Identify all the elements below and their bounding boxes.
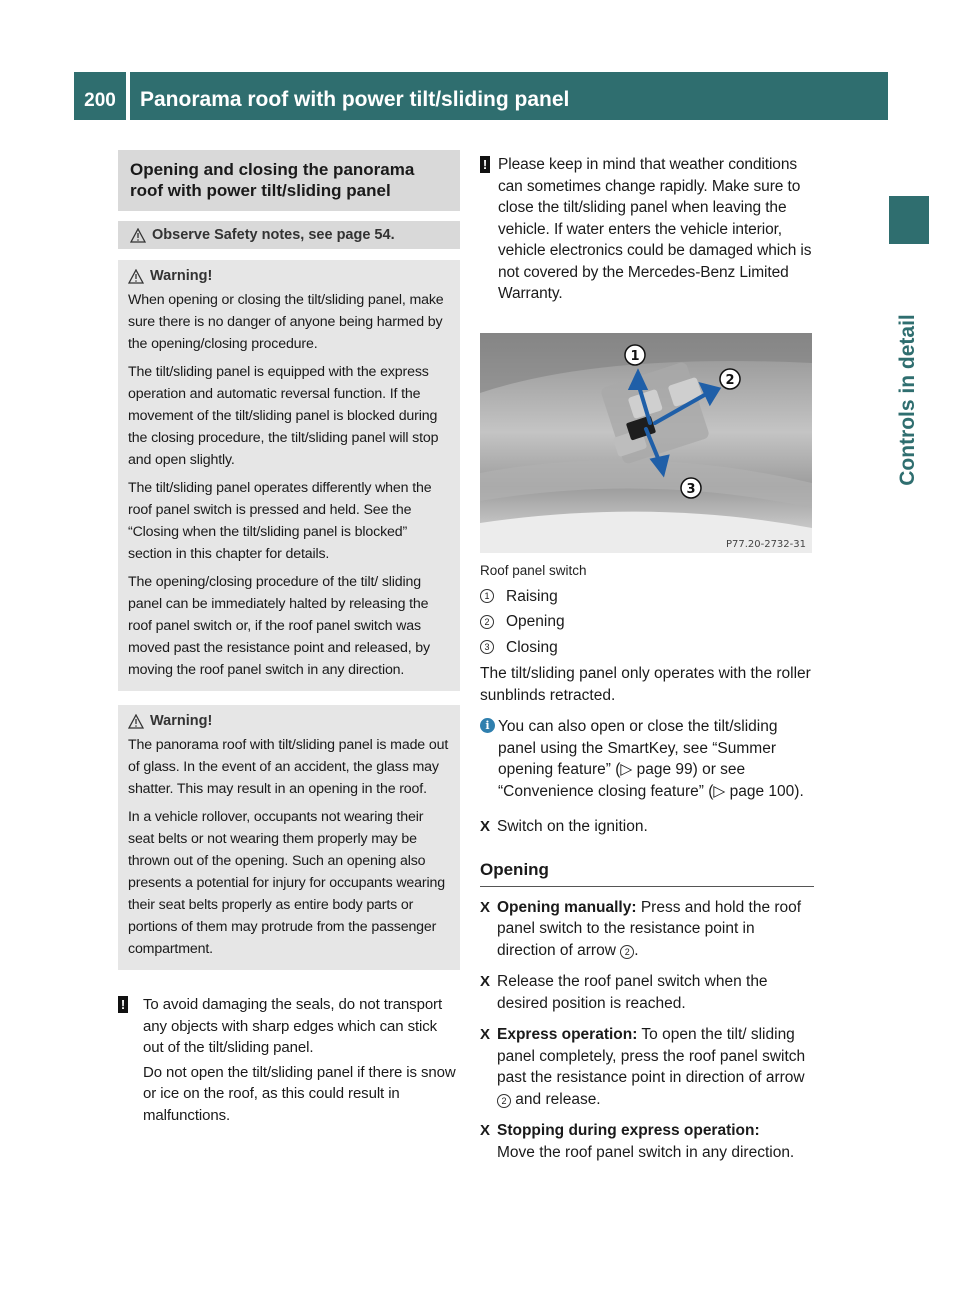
warning-box-1	[118, 260, 460, 691]
safety-note	[118, 221, 460, 249]
page-title: Panorama roof with power tilt/sliding panel	[130, 72, 888, 120]
exclamation-icon: !	[118, 996, 128, 1013]
step-arrow-icon: X	[480, 1122, 491, 1139]
warning-triangle-icon	[128, 714, 150, 729]
info-note: i You can also open or close the tilt/sliding panel using the SmartKey, see “Summer opening feature” (▷ page 99) or see “Convenience closing feature” (▷ page 100).	[480, 716, 814, 802]
safety-note-text: Observe Safety notes, see page 54.	[152, 227, 395, 243]
left-column	[118, 150, 460, 1129]
svg-text:3: 3	[686, 481, 696, 497]
legend	[480, 584, 814, 661]
caution-note	[118, 994, 460, 1126]
page-number: 200	[74, 72, 126, 120]
callout-number: 2	[620, 945, 634, 959]
step-release: X Release the roof panel switch when the desired position is reached.	[480, 973, 768, 1012]
chapter-label-wrap	[882, 250, 934, 550]
warning2-p2: In a vehicle rollover, occupants not wearing their seat belts or not wearing them properly may be thrown out of the opening. Such an opening also presents a potential for injury for occupants wearing their seat belts properly as entire body parts or portions of them may protrude from the passenger compartment.	[128, 809, 445, 957]
image-code: P77.20-2732-31	[725, 538, 806, 550]
sunblind-note: The tilt/sliding panel only operates with the roller sunblinds retracted.	[480, 665, 811, 704]
info-icon: i	[480, 718, 495, 733]
svg-text:1: 1	[630, 348, 640, 364]
note-p1: To avoid damaging the seals, do not transport any objects with sharp edges which can stick out of the tilt/sliding panel.	[143, 996, 443, 1056]
warning1-p2: The tilt/sliding panel is equipped with the express operation and automatic reversal function. If the movement of the tilt/sliding panel is blocked during the closing procedure, the tilt/sliding panel will stop and open slightly.	[128, 364, 439, 468]
weather-note: ! Please keep in mind that weather conditions can sometimes change rapidly. Make sure to close the tilt/sliding panel when leaving the vehicle. If water enters the vehicle interior, vehicle electronics could be damaged which is not covered by the Mercedes-Benz Limited Warranty.	[480, 154, 814, 305]
step-express-operation: X Express operation: To open the tilt/ sliding panel completely, press the roof panel switch past the resistance point in direction of arrow 2 and release.	[480, 1026, 806, 1108]
warning1-p3: The tilt/sliding panel operates differently when the roof panel switch is pressed and held. See the “Closing when the tilt/sliding panel is blocked” section in this chapter for details.	[128, 480, 432, 562]
callout-number: 2	[497, 1094, 511, 1108]
legend-item: 1 Raising	[480, 584, 814, 610]
photo-caption: Roof panel switch	[480, 562, 587, 578]
warning-title-1: Warning!	[128, 268, 450, 284]
step-arrow-icon: X	[480, 973, 491, 990]
warning-title-2: Warning!	[128, 713, 450, 729]
legend-item: 2 Opening	[480, 609, 814, 635]
page-ref-link[interactable]: page 99	[636, 761, 693, 778]
page-ref-link[interactable]: page 100	[729, 782, 795, 800]
right-column	[480, 154, 814, 1163]
svg-text:2: 2	[725, 372, 735, 388]
legend-item: 3 Closing	[480, 635, 814, 661]
callout-number: 3	[480, 640, 494, 654]
exclamation-icon: !	[480, 156, 490, 173]
step-opening-manually: X Opening manually: Press and hold the roof panel switch to the resistance point in direction of arrow 2 .	[480, 898, 802, 959]
step-ignition: X Switch on the ignition.	[480, 816, 814, 838]
chapter-indicator	[889, 196, 929, 244]
step-arrow-icon: X	[480, 818, 491, 835]
warning1-p1: When opening or closing the tilt/sliding panel, make sure there is no danger of anyone being harmed by the opening/closing procedure.	[128, 292, 444, 352]
step-stopping: X Stopping during express operation: Move the roof panel switch in any direction.	[480, 1122, 795, 1161]
opening-heading: Opening	[480, 860, 814, 887]
callout-number: 2	[480, 615, 494, 629]
roof-switch-illustration	[480, 333, 812, 553]
warning-triangle-icon	[128, 269, 150, 284]
warning-triangle-icon	[130, 228, 152, 243]
page-ref-arrow-icon: ▷	[620, 761, 637, 778]
warning-box-2	[118, 705, 460, 970]
warning2-p1: The panorama roof with tilt/sliding panel is made out of glass. In the event of an accident, the glass may shatter. This may result in an opening in the roof.	[128, 737, 449, 797]
page-ref-arrow-icon: ▷	[713, 782, 730, 800]
section-title: Opening and closing the panorama roof with power tilt/sliding panel	[118, 150, 460, 211]
step-arrow-icon: X	[480, 1026, 491, 1043]
note-p2: Do not open the tilt/sliding panel if there is snow or ice on the roof, as this could result in malfunctions.	[143, 1063, 456, 1124]
roof-switch-photo	[480, 333, 812, 553]
step-arrow-icon: X	[480, 898, 491, 916]
chapter-label: Controls in detail	[896, 314, 919, 486]
callout-number: 1	[480, 589, 494, 603]
warning1-p4: The opening/closing procedure of the tilt/ sliding panel can be immediately halted by releasing the roof panel switch or, if the roof panel switch was moved past the resistance point and released, by moving the roof panel switch in any direction.	[128, 574, 430, 678]
